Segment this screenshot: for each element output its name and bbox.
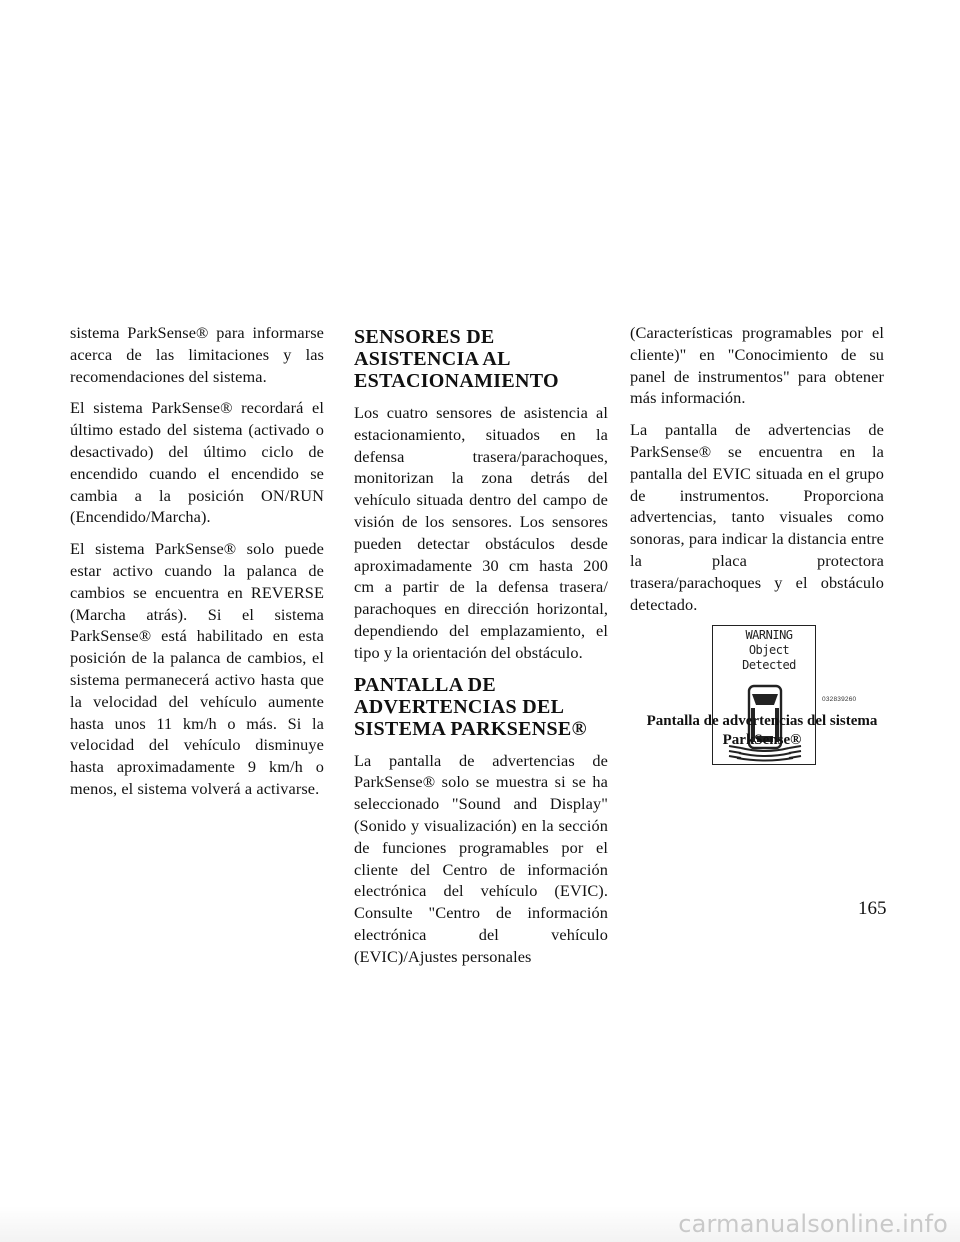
warning-line: Detected	[742, 658, 796, 673]
middle-column	[354, 322, 608, 978]
left-column	[70, 322, 324, 810]
paragraph: El sistema ParkSense® recordará el último estado del sistema (activado o desactivado) del último ciclo de encendido cuando el encendido se cambia a la posición ON/RUN (Encendido/Marcha).	[70, 398, 324, 527]
paragraph: La pantalla de advertencias de ParkSense® solo se muestra si se ha seleccionado "Sound and Display" (Sonido y visualización) en la sección de funciones programables por el cliente del Centro de información electrónica del vehículo (EVIC). Consulte "Centro de información electrónica del vehículo (EVIC)/Ajustes personales	[354, 750, 608, 966]
paragraph: (Características programables por el cliente)" en "Conocimiento de su panel de instrumentos" para obtener más información.	[630, 323, 884, 408]
paragraph: El sistema ParkSense® solo puede estar activo cuando la palanca de cambios se encuentra en REVERSE (Marcha atrás). Si el sistema ParkSense® está habilitado en esta posición de la palanca de cambios, el sistema permanecerá activo hasta que la velocidad del vehículo aumente hasta unos 11 km/h o más. Si la velocidad del vehículo disminuye hasta aproximadamente 9 km/h o menos, el sistema volverá a activarse.	[70, 539, 324, 798]
section-heading: PANTALLA DE ADVERTENCIAS DEL SISTEMA PARKSENSE®	[354, 673, 587, 740]
section-heading: SENSORES DE ASISTENCIA AL ESTACIONAMIENTO	[354, 326, 559, 392]
page-number: 165	[858, 898, 887, 919]
figure-code: 032839260	[822, 696, 857, 703]
paragraph: Los cuatro sensores de asistencia al estacionamiento, situados en la defensa trasera/parachoques, monitorizan la zona detrás del vehículo situada dentro del campo de visión de los sensores. Los sensores pueden detectar obstáculos desde aproximadamente 30 cm hasta 200 cm a partir de la defensa trasera/ parachoques en dirección horizontal, dependiendo del emplazamiento, el tipo y la orientación del obstáculo.	[354, 403, 608, 662]
warning-line: Object	[748, 643, 790, 658]
watermark-bar	[0, 1206, 960, 1242]
paragraph: La pantalla de advertencias de ParkSense® se encuentra en la pantalla del EVIC situada en el grupo de instrumentos. Proporciona advertencias, tanto visuales como sonoras, para indicar la distancia entre la placa protectora trasera/parachoques y el obstáculo detectado.	[630, 420, 884, 614]
figure-caption: Pantalla de advertencias del sistema ParkSense®	[646, 713, 878, 748]
warning-line: WARNING	[745, 628, 793, 643]
watermark-text: carmanualsonline.info	[678, 1210, 948, 1238]
paragraph: sistema ParkSense® para informarse acerca de las limitaciones y las recomendaciones del sistema.	[70, 323, 324, 386]
